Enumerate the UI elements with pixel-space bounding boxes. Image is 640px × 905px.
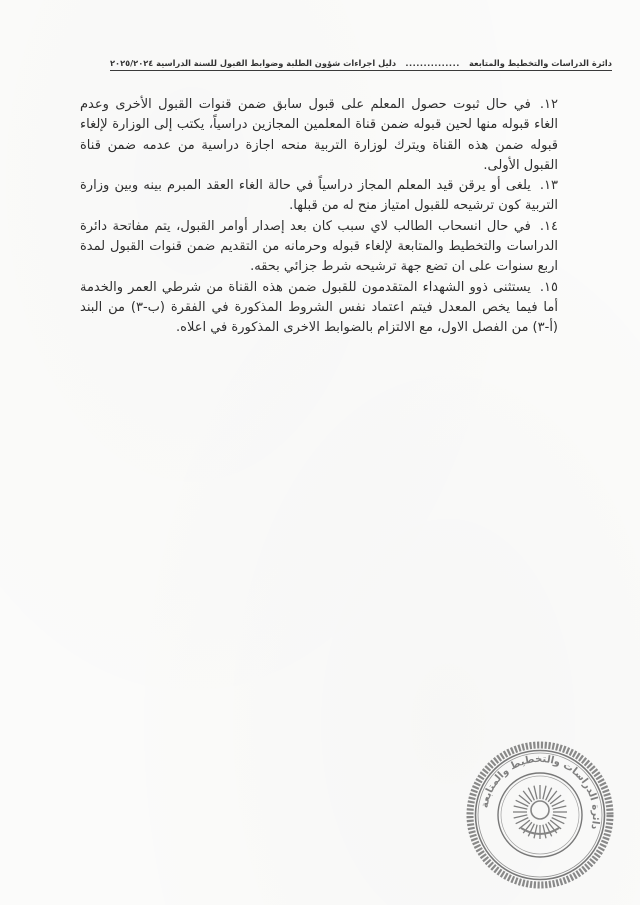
seal-emblem-ray: [534, 825, 537, 839]
seal-outer-ring: [476, 751, 605, 880]
running-header: [110, 50, 612, 71]
seal-outer-ring-thin: [478, 753, 602, 877]
item-number: ١٢.: [539, 97, 558, 112]
list-item: [80, 95, 558, 176]
seal-emblem-ray: [553, 806, 567, 809]
regulations-list: [80, 95, 558, 339]
seal-emblem-ray: [514, 806, 528, 809]
item-number: ١٣.: [539, 178, 558, 194]
header-title: دليل اجراءات شؤون الطلبة وضوابط القبول للسنة الدراسية ٢٠٢٥/٢٠٢٤: [110, 58, 397, 68]
seal-emblem-ray: [543, 786, 546, 800]
item-number: ١٥.: [539, 279, 558, 295]
seal-emblem-core: [531, 801, 549, 819]
item-text: يلغى أو يرقن قيد المعلم المجاز دراسياً في حالة الغاء العقد المبرم بينه وبين وزارة التربية كون ترشيحه للقبول امتياز منح له من قبلها.: [80, 178, 558, 214]
seal-emblem-ray: [553, 815, 567, 818]
seal-emblem-ray: [514, 815, 528, 818]
seal-emblem-ray: [543, 825, 546, 839]
seal-emblem: [513, 785, 567, 839]
list-item: [80, 217, 558, 278]
item-text: في حال ثبوت حصول المعلم على قبول سابق ضمن قنوات القبول الأخرى وعدم الغاء قبوله منها لحين قبوله ضمن قناة المعلمين المجازين دراسياً، يكتب إلى الوزارة لإلغاء قبوله ضمن هذه القناة ويترك لوزارة التربية منحه اجازة دراسية من عدمه ضمن قناة القبول الأولى.: [80, 97, 558, 173]
seal-ring-text-path: دائرة الدراسات والتخطيط والمتابعة: [479, 753, 602, 831]
item-text: يستثنى ذوو الشهداء المتقدمون للقبول ضمن هذه القناة من شرطي العمر والخدمة أما فيما يخص المعدل فيتم اعتماد نفس الشروط المذكورة في الفقرة (ب-٣) من البند (أ-٣) من الفصل الاول، مع الالتزام بالضوابط الاخرى المذكورة في اعلاه.: [80, 279, 558, 336]
item-number: ١٤.: [539, 218, 558, 234]
list-item: [80, 278, 558, 339]
running-header-text: [110, 50, 612, 68]
official-seal: [465, 740, 615, 890]
header-department: دائرة الدراسات والتخطيط والمتابعة: [469, 58, 612, 68]
header-dots: ...............: [405, 58, 460, 68]
list-item: [80, 176, 558, 217]
item-text: في حال انسحاب الطالب لاي سبب كان بعد إصدار أوامر القبول، يتم مفاتحة دائرة الدراسات والتخطيط والمتابعة لإلغاء قبوله وحرمانه من التقديم ضمن قنوات القبول لمدة اربع سنوات على ان تضع جهة ترشيحه شرط جزائي بحقه.: [80, 218, 558, 275]
seal-serrated-edge: [470, 745, 610, 885]
seal-emblem-ray: [534, 786, 537, 800]
